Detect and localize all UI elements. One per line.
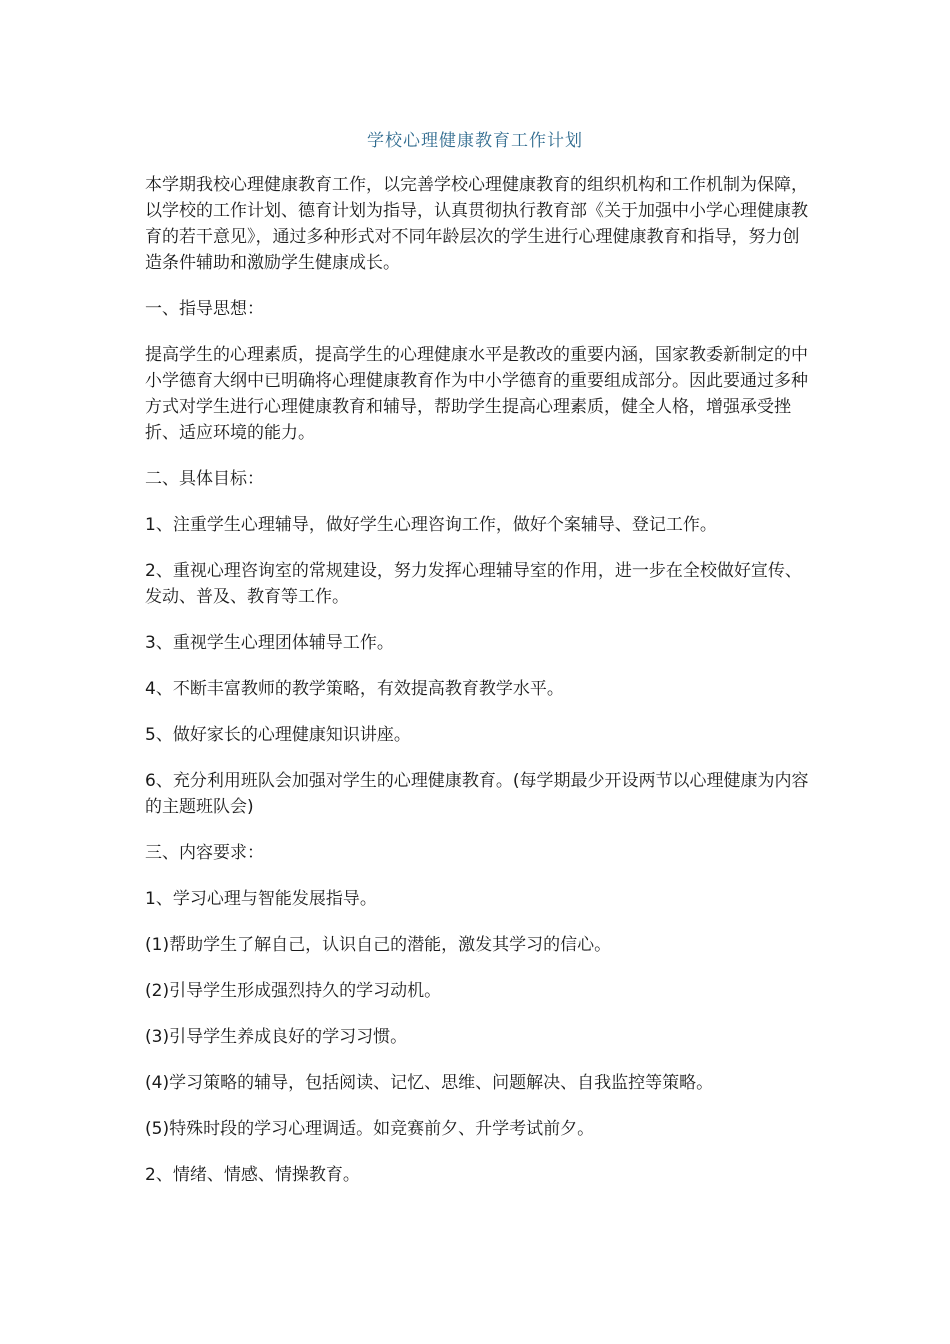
content-subitem-4: (4)学习策略的辅导，包括阅读、记忆、思维、问题解决、自我监控等策略。 [145,1073,714,1093]
content-subitem-1: (1)帮助学生了解自己，认识自己的潜能，激发其学习的信心。 [145,935,612,955]
content-item-1: 1、学习心理与智能发展指导。 [145,889,377,909]
goal-item-4: 4、不断丰富教师的教学策略，有效提高教育教学水平。 [145,679,564,699]
intro-paragraph: 本学期我校心理健康教育工作，以完善学校心理健康教育的组织机构和工作机制为保障，以学校的工作计划、德育计划为指导，认真贯彻执行教育部《关于加强中小学心理健康教育的若干意见》，通过多种形式对不同年龄层次的学生进行心理健康教育和指导，努力创造条件辅助和激励学生健康成长。 [145,175,808,273]
document-body [145,172,809,1208]
content-subitem-2: (2)引导学生形成强烈持久的学习动机。 [145,981,442,1001]
section-heading-guiding-thought: 一、指导思想： [145,299,264,319]
content-subitem-5: (5)特殊时段的学习心理调适。如竞赛前夕、升学考试前夕。 [145,1119,595,1139]
content-subitem-3: (3)引导学生养成良好的学习习惯。 [145,1027,408,1047]
section-heading-specific-goals: 二、具体目标： [145,469,264,489]
goal-item-2: 2、重视心理咨询室的常规建设，努力发挥心理辅导室的作用，进一步在全校做好宣传、发动、普及、教育等工作。 [145,561,802,607]
content-item-2: 2、情绪、情感、情操教育。 [145,1165,360,1185]
goal-item-6: 6、充分利用班队会加强对学生的心理健康教育。(每学期最少开设两节以心理健康为内容的主题班队会) [145,771,809,817]
goal-item-3: 3、重视学生心理团体辅导工作。 [145,633,394,653]
document-title: 学校心理健康教育工作计划 [367,131,583,151]
section-heading-content-requirements: 三、内容要求： [145,843,264,863]
guiding-thought-paragraph: 提高学生的心理素质，提高学生的心理健康水平是教改的重要内涵，国家教委新制定的中小学德育大纲中已明确将心理健康教育作为中小学德育的重要组成部分。因此要通过多种方式对学生进行心理健康教育和辅导，帮助学生提高心理素质，健全人格，增强承受挫折、适应环境的能力。 [145,345,808,443]
goal-item-5: 5、做好家长的心理健康知识讲座。 [145,725,411,745]
goal-item-1: 1、注重学生心理辅导，做好学生心理咨询工作，做好个案辅导、登记工作。 [145,515,717,535]
